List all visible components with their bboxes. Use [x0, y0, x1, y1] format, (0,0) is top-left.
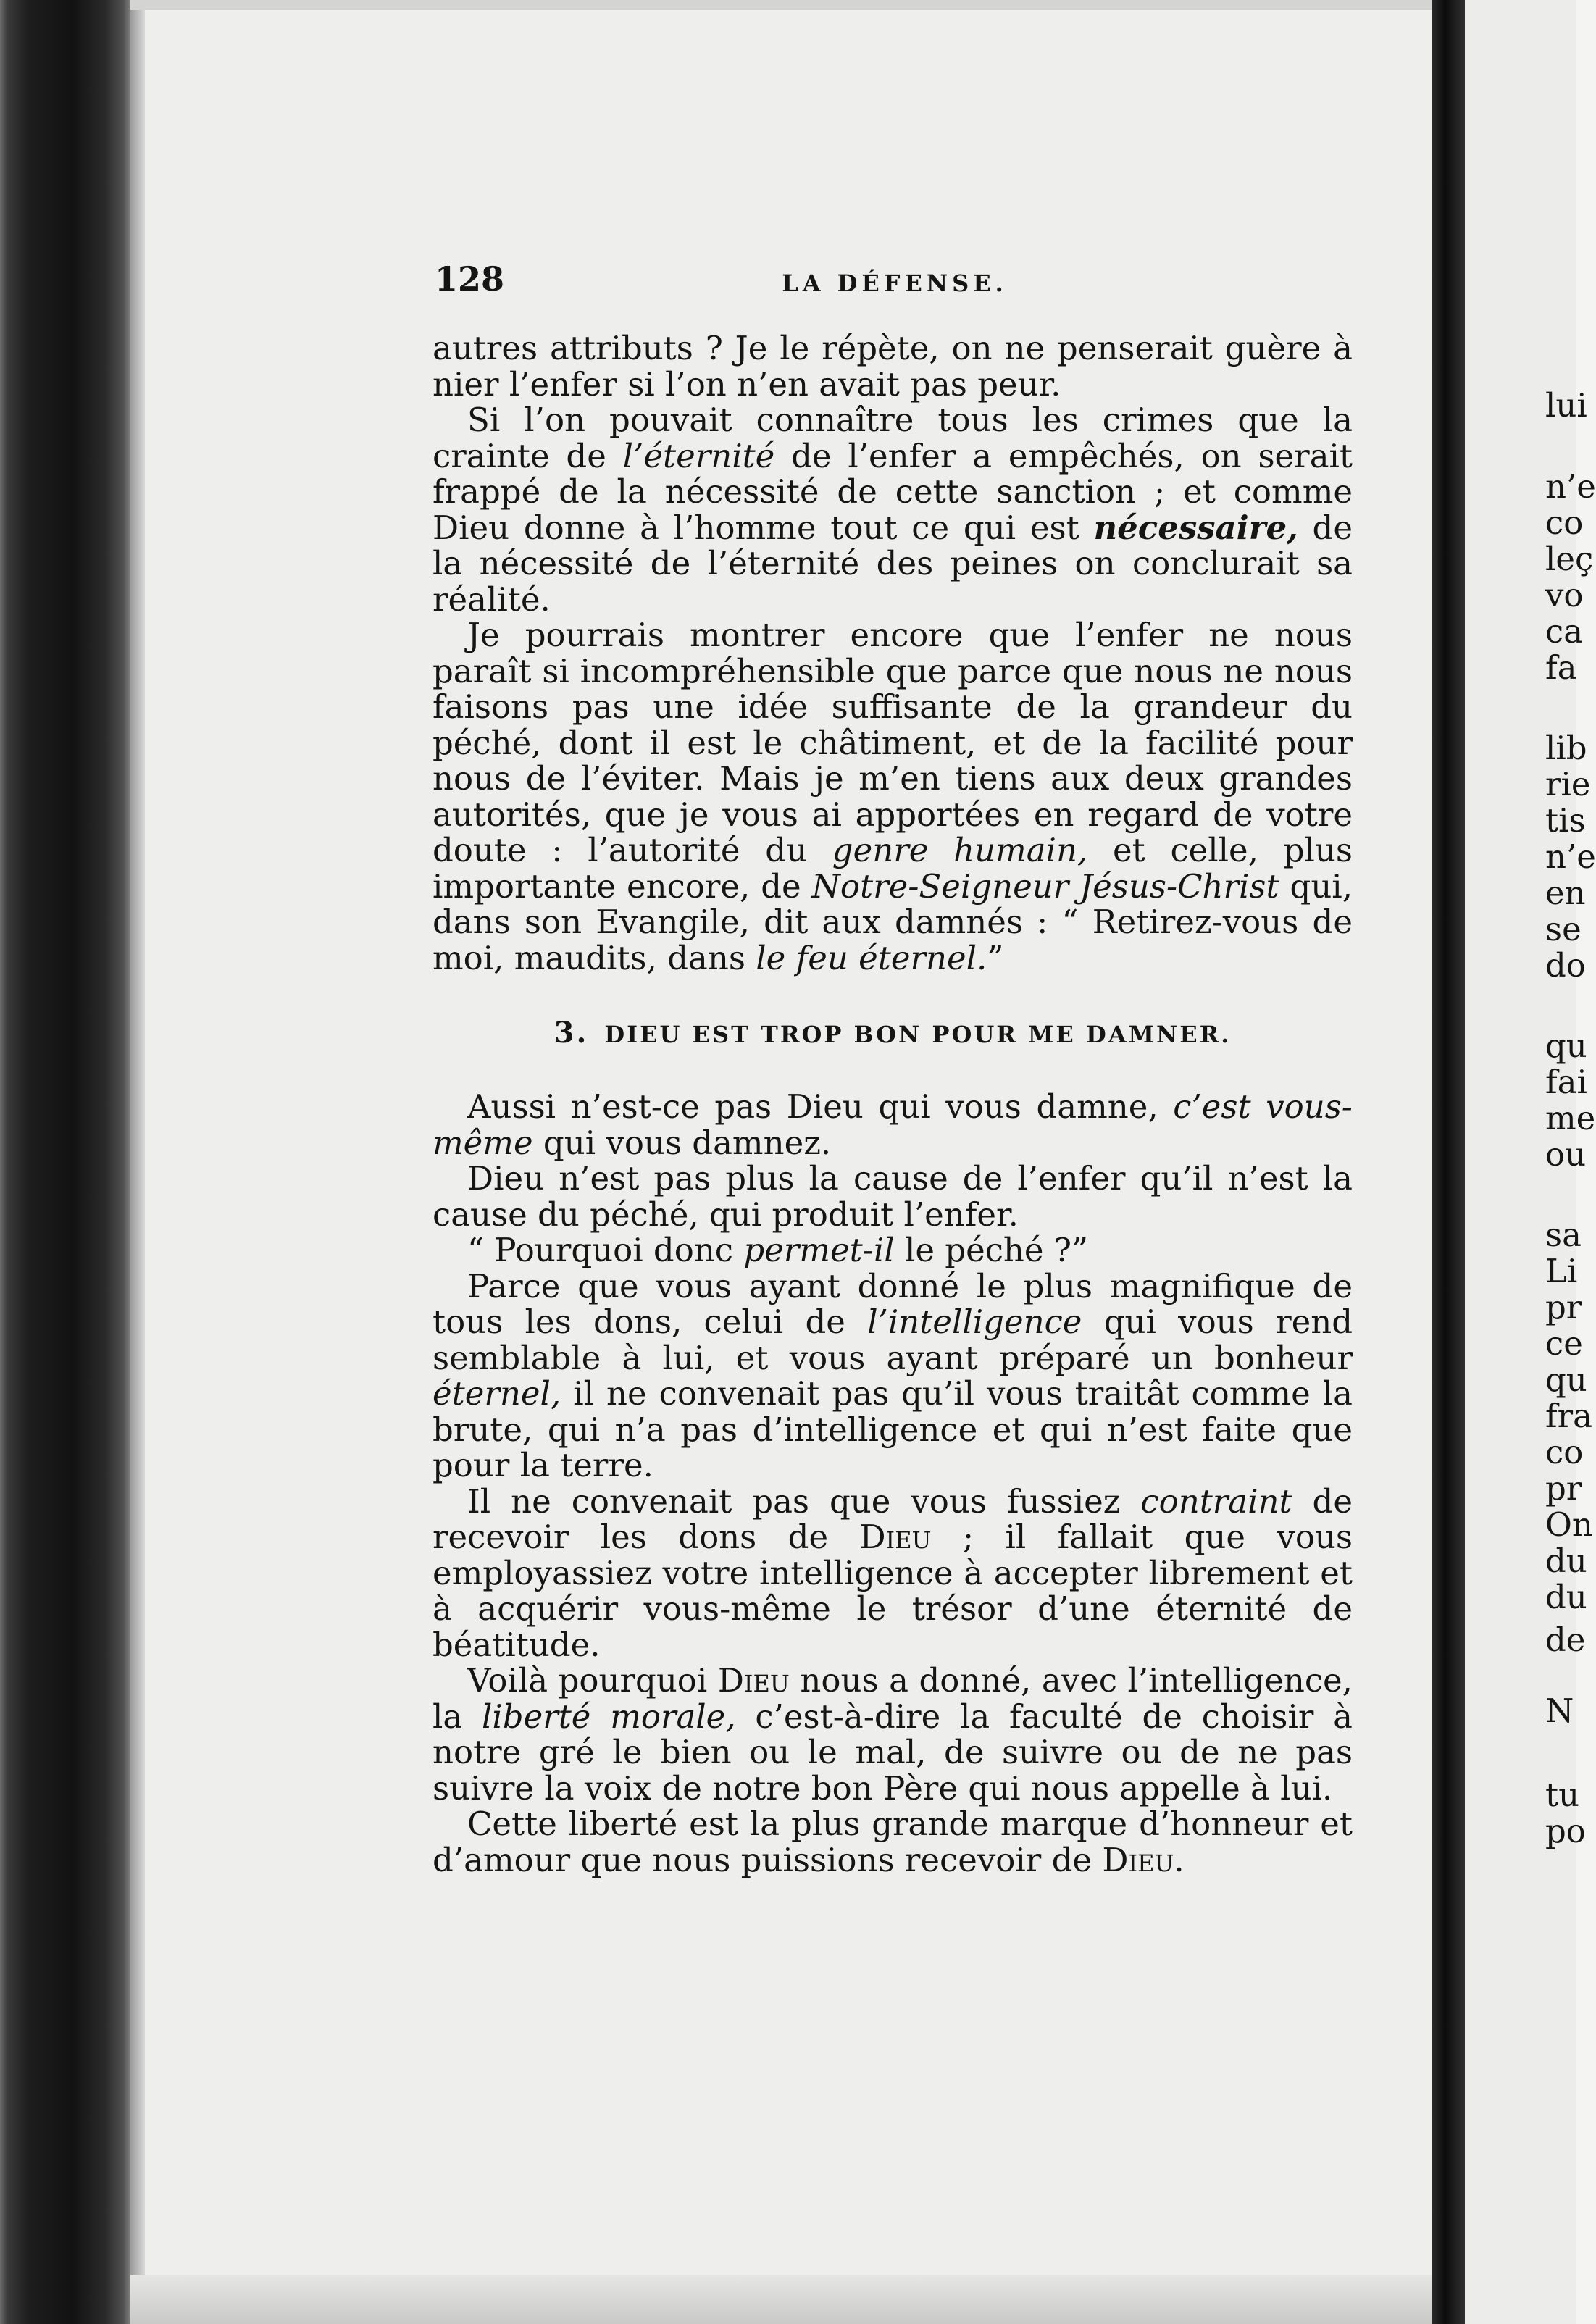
book-gutter: [1432, 0, 1465, 2324]
emphasis: permet-il: [743, 1231, 895, 1269]
facing-line-fragment: co: [1545, 503, 1584, 542]
emphasis: c’est vous-même: [433, 1087, 1353, 1162]
facing-line-fragment: leç: [1545, 540, 1594, 578]
facing-line-fragment: fai: [1545, 1063, 1587, 1101]
paragraph-9: Voilà pourquoi Dieu nous a donné, avec l’intelligence, la liberté morale, c’est-à-dire la faculté de choisir à notre gré le bien ou le mal, de suivre ou de ne pas suivre la voix de notre bon Père qui nous appelle à lui.: [433, 1661, 1353, 1807]
facing-line-fragment: me: [1545, 1099, 1596, 1137]
facing-line-fragment: vo: [1545, 576, 1584, 614]
facing-line-fragment: du: [1545, 1578, 1587, 1616]
page-bottom-edge: [130, 2275, 1434, 2324]
emphasis: l’éternité: [622, 436, 775, 475]
running-head: [435, 254, 1355, 304]
facing-line-fragment: ou: [1545, 1135, 1587, 1174]
facing-line-fragment: de: [1545, 1621, 1586, 1659]
paragraph-6: “ Pourquoi donc permet-il le péché ?”: [467, 1231, 1088, 1269]
section-number: 3.: [553, 1016, 589, 1050]
paragraph-4: Aussi n’est-ce pas Dieu qui vous damne, c’est vous-même qui vous damnez.: [433, 1087, 1353, 1162]
small-caps-word: Dieu: [1102, 1840, 1174, 1879]
facing-line-fragment: sa: [1545, 1216, 1582, 1254]
running-title: LA DÉFENSE.: [782, 269, 1008, 297]
facing-line-fragment: lui: [1545, 386, 1587, 425]
facing-line-fragment: qu: [1545, 1360, 1587, 1399]
page-stack-edge: [130, 0, 145, 2324]
facing-line-fragment: tis: [1545, 801, 1586, 840]
section-heading: [433, 1015, 1353, 1053]
page-number: 128: [435, 259, 505, 298]
emphasis: genre humain,: [832, 831, 1088, 869]
body-text: [433, 330, 1353, 1878]
facing-line-fragment: en: [1545, 874, 1586, 912]
paragraph-2: Si l’on pouvait connaître tous les crimes que la crainte de l’éternité de l’enfer a empêchés, on serait frappé de la nécessité de cette sanction ; et comme Dieu donne à l’homme tout ce qui est nécessaire, de la nécessité de l’éternité des peines on conclurait sa réalité.: [433, 401, 1353, 619]
facing-line-fragment: N: [1545, 1692, 1574, 1730]
small-caps-word: Dieu: [859, 1518, 932, 1556]
facing-line-fragment: ce: [1545, 1324, 1583, 1363]
facing-line-fragment: n’e: [1545, 467, 1596, 506]
emphasis: le feu éternel.: [756, 938, 987, 977]
facing-line-fragment: rie: [1545, 765, 1591, 803]
paragraph-1: autres attributs ? Je le répète, on ne penserait guère à nier l’enfer si l’on n’en avait pas peur.: [433, 329, 1353, 404]
facing-line-fragment: tu: [1545, 1776, 1580, 1814]
emphasis: éternel,: [433, 1374, 561, 1413]
facing-line-fragment: n’e: [1545, 837, 1596, 876]
facing-line-fragment: do: [1545, 946, 1586, 985]
paragraph-3: Je pourrais montrer encore que l’enfer ne nous paraît si incompréhensible que parce que nous ne nous faisons pas une idée suffisante de la grandeur du péché, dont il est le châtiment, et de la facilité pour nous de l’éviter. Mais je m’en tiens aux deux grandes autorités, que je vous ai apportées en regard de votre doute : l’autorité du genre humain, et celle, plus importante encore, de Notre-Seigneur Jésus-Christ qui, dans son Evangile, dit aux damnés : “ Retirez-vous de moi, maudits, dans le feu éternel.”: [433, 616, 1353, 977]
facing-line-fragment: se: [1545, 910, 1582, 948]
emphasis: contraint: [1140, 1481, 1292, 1521]
section-title: DIEU EST TROP BON POUR ME DAMNER.: [604, 1021, 1232, 1048]
emphasis: nécessaire,: [1093, 508, 1298, 547]
page-top-edge: [130, 0, 1434, 10]
paragraph-5: Dieu n’est pas plus la cause de l’enfer qu’il n’est la cause du péché, qui produit l’enfer.: [433, 1159, 1353, 1234]
facing-line-fragment: On: [1545, 1505, 1593, 1544]
facing-line-fragment: co: [1545, 1433, 1584, 1471]
facing-line-fragment: pr: [1545, 1288, 1582, 1326]
facing-line-fragment: fa: [1545, 648, 1577, 687]
facing-line-fragment: du: [1545, 1542, 1587, 1580]
paragraph-7: Parce que vous ayant donné le plus magnifique de tous les dons, celui de l’intelligence qui vous rend semblable à lui, et vous ayant préparé un bonheur éternel, il ne convenait pas qu’il vous traitât comme la brute, qui n’a pas d’intelligence et qui n’est faite que pour la terre.: [433, 1266, 1353, 1484]
small-caps-word: Dieu: [717, 1661, 790, 1700]
facing-line-fragment: fra: [1545, 1397, 1592, 1435]
facing-line-fragment: pr: [1545, 1469, 1582, 1508]
paragraph-8: Il ne convenait pas que vous fussiez contraint de recevoir les dons de Dieu ; il fallait que vous employassiez votre intelligence à accepter librement et à acquérir vous-même le trésor d’une éternité de béatitude.: [433, 1481, 1353, 1664]
facing-line-fragment: ca: [1545, 612, 1584, 651]
emphasis: liberté morale,: [481, 1697, 736, 1736]
emphasis: l’intelligence: [867, 1303, 1082, 1341]
facing-line-fragment: Li: [1545, 1252, 1578, 1290]
facing-line-fragment: po: [1545, 1812, 1586, 1850]
facing-line-fragment: qu: [1545, 1027, 1587, 1065]
paragraph-10: Cette liberté est la plus grande marque d’honneur et d’amour que nous puissions recevoir de Dieu.: [433, 1805, 1353, 1879]
emphasis: Notre-Seigneur Jésus-Christ: [811, 866, 1279, 906]
facing-line-fragment: lib: [1545, 729, 1587, 767]
book-spine: [0, 0, 130, 2324]
